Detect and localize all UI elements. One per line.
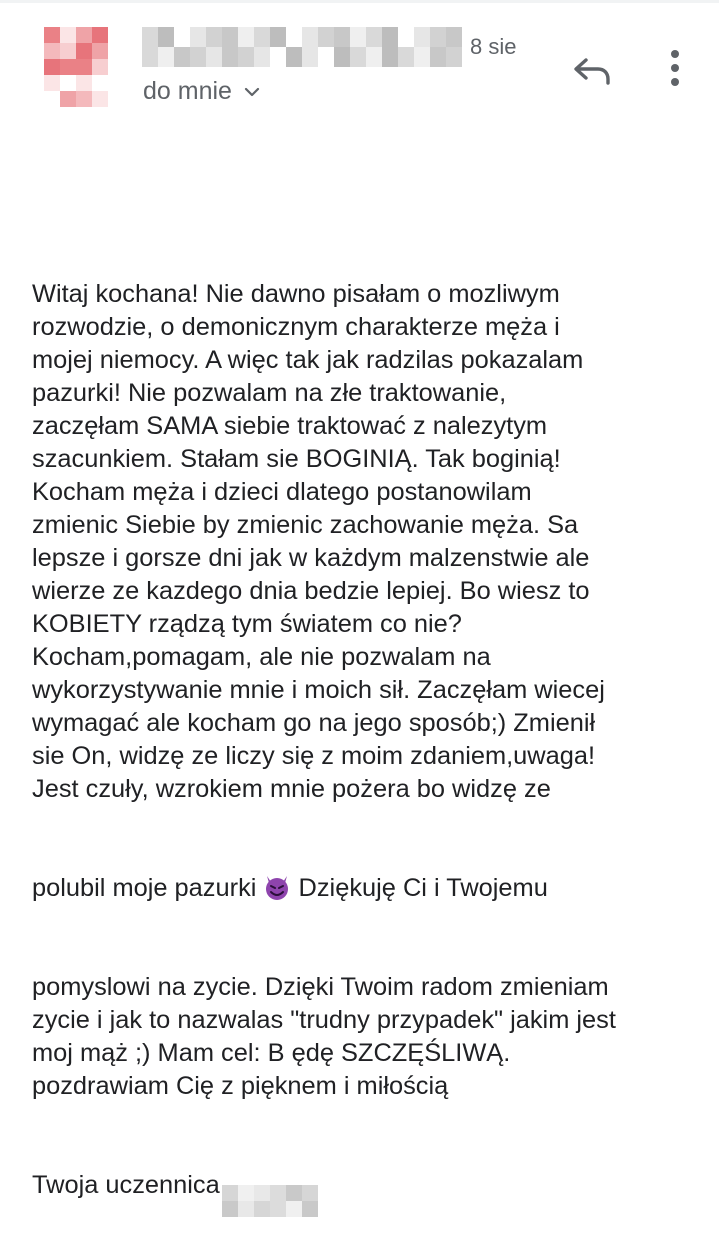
top-border	[0, 0, 719, 3]
blur-pixel	[28, 91, 44, 107]
blur-pixel	[92, 27, 108, 43]
message-line: moj mąż ;) Mam cel: B ędę SZCZĘŚLIWĄ.	[32, 1039, 511, 1067]
blur-pixel	[334, 27, 350, 47]
message-line: zaczęłam SAMA siebie traktować z nalezytym	[32, 412, 548, 440]
blur-pixel	[302, 47, 318, 67]
blur-pixel	[60, 43, 76, 59]
message-lines-after	[32, 971, 712, 1103]
blur-pixel	[350, 47, 366, 67]
blur-pixel	[286, 27, 302, 47]
emoji-line-text-before: polubil moje pazurki	[32, 874, 264, 902]
blur-pixel	[382, 27, 398, 47]
sender-avatar-blurred[interactable]	[28, 27, 108, 107]
blur-pixel	[92, 75, 108, 91]
message-line: zycie i jak to nazwalas "trudny przypadek" jakim jest	[32, 1006, 616, 1034]
blur-pixel	[254, 1185, 270, 1201]
blur-pixel	[350, 27, 366, 47]
blur-pixel	[44, 43, 60, 59]
message-line: Jest czuły, wzrokiem mnie pożera bo widzę ze	[32, 775, 551, 803]
blur-pixel	[254, 1201, 270, 1217]
signature-text: Twoja uczennica	[32, 1171, 220, 1199]
message-line: Kocham,pomagam, ale nie pozwalam na	[32, 643, 491, 671]
blur-pixel	[302, 27, 318, 47]
message-lines	[32, 278, 712, 806]
message-line: rozwodzie, o demonicznym charakterze męża i	[32, 313, 560, 341]
blur-pixel	[222, 1185, 238, 1201]
blur-pixel	[222, 27, 238, 47]
sender-name-blurred[interactable]	[142, 27, 462, 67]
message-line: pazurki! Nie pozwalam na złe traktowanie,	[32, 379, 507, 407]
blur-pixel	[44, 59, 60, 75]
blur-pixel	[142, 47, 158, 67]
blur-pixel	[318, 47, 334, 67]
blur-pixel	[398, 47, 414, 67]
blur-pixel	[28, 27, 44, 43]
blur-pixel	[92, 43, 108, 59]
message-line: wierze ze kazdego dnia bedzie lepiej. Bo wiesz to	[32, 577, 590, 605]
blur-pixel	[76, 91, 92, 107]
emoji-line-text-after: Dziękuję Ci i Twojemu	[291, 874, 548, 902]
message-line: wymagać ale kocham go na jego sposób;) Zmienił	[32, 709, 596, 737]
message-line-emoji	[32, 872, 712, 905]
blur-pixel	[190, 27, 206, 47]
message-line: Witaj kochana! Nie dawno pisałam o mozliwym	[32, 280, 560, 308]
blur-pixel	[142, 27, 158, 47]
blur-pixel	[60, 91, 76, 107]
blur-pixel	[302, 1201, 318, 1217]
blur-pixel	[76, 43, 92, 59]
blur-pixel	[60, 59, 76, 75]
blur-pixel	[366, 27, 382, 47]
blur-pixel	[270, 47, 286, 67]
message-line: KOBIETY rządzą tym światem co nie?	[32, 610, 462, 638]
recipient-label: do mnie	[143, 77, 232, 105]
blur-pixel	[334, 47, 350, 67]
blur-pixel	[206, 47, 222, 67]
blur-pixel	[76, 75, 92, 91]
blur-pixel	[60, 27, 76, 43]
blur-pixel	[286, 47, 302, 67]
blur-pixel	[174, 47, 190, 67]
message-line: szacunkiem. Stałam sie BOGINIĄ. Tak boginią!	[32, 445, 561, 473]
signature-line	[32, 1169, 712, 1217]
blur-pixel	[318, 27, 334, 47]
blur-pixel	[414, 27, 430, 47]
message-line: pomyslowi na zycie. Dzięki Twoim radom zmieniam	[32, 973, 609, 1001]
blur-pixel	[238, 1185, 254, 1201]
blur-pixel	[44, 91, 60, 107]
blur-pixel	[92, 91, 108, 107]
blur-pixel	[158, 47, 174, 67]
blur-pixel	[28, 75, 44, 91]
blur-pixel	[222, 1201, 238, 1217]
message-line: lepsze i gorsze dni jak w każdym malzenstwie ale	[32, 544, 590, 572]
message-line: Kocham męża i dzieci dlatego postanowilam	[32, 478, 532, 506]
message-line: pozdrawiam Cię z pięknem i miłością	[32, 1072, 449, 1100]
blur-pixel	[76, 59, 92, 75]
message-line: mojej niemocy. A więc tak jak radzilas pokazalam	[32, 346, 584, 374]
recipient-toggle[interactable]	[143, 77, 262, 106]
chevron-down-icon	[242, 82, 262, 102]
blur-pixel	[174, 27, 190, 47]
blur-pixel	[92, 59, 108, 75]
blur-pixel	[430, 47, 446, 67]
blur-pixel	[286, 1185, 302, 1201]
blur-pixel	[414, 47, 430, 67]
blur-pixel	[28, 59, 44, 75]
message-line: wykorzystywanie mnie i moich sił. Zaczęłam wiecej	[32, 676, 605, 704]
blur-pixel	[302, 1185, 318, 1201]
blur-pixel	[270, 1185, 286, 1201]
blur-pixel	[382, 47, 398, 67]
blur-pixel	[158, 27, 174, 47]
message-date: 8 sie	[470, 34, 517, 59]
blur-pixel	[28, 43, 44, 59]
blur-pixel	[222, 47, 238, 67]
blur-pixel	[398, 27, 414, 47]
message-line: sie On, widzę ze liczy się z moim zdaniem,uwaga!	[32, 742, 596, 770]
reply-arrow-icon[interactable]	[572, 54, 612, 88]
blur-pixel	[446, 47, 462, 67]
blur-pixel	[238, 1201, 254, 1217]
smiling-devil-emoji	[263, 873, 291, 901]
blur-pixel	[190, 47, 206, 67]
blur-pixel	[446, 27, 462, 47]
blur-pixel	[206, 27, 222, 47]
signature-name-blurred	[222, 1185, 318, 1217]
vertical-dots-icon[interactable]	[660, 46, 690, 90]
blur-pixel	[238, 47, 254, 67]
blur-pixel	[76, 27, 92, 43]
blur-pixel	[44, 27, 60, 43]
blur-pixel	[60, 75, 76, 91]
blur-pixel	[254, 27, 270, 47]
blur-pixel	[366, 47, 382, 67]
blur-pixel	[238, 27, 254, 47]
message-line: zmienic Siebie by zmienic zachowanie męża. Sa	[32, 511, 579, 539]
message-body	[32, 212, 712, 1250]
blur-pixel	[254, 47, 270, 67]
blur-pixel	[270, 1201, 286, 1217]
blur-pixel	[270, 27, 286, 47]
blur-pixel	[430, 27, 446, 47]
blur-pixel	[44, 75, 60, 91]
blur-pixel	[286, 1201, 302, 1217]
